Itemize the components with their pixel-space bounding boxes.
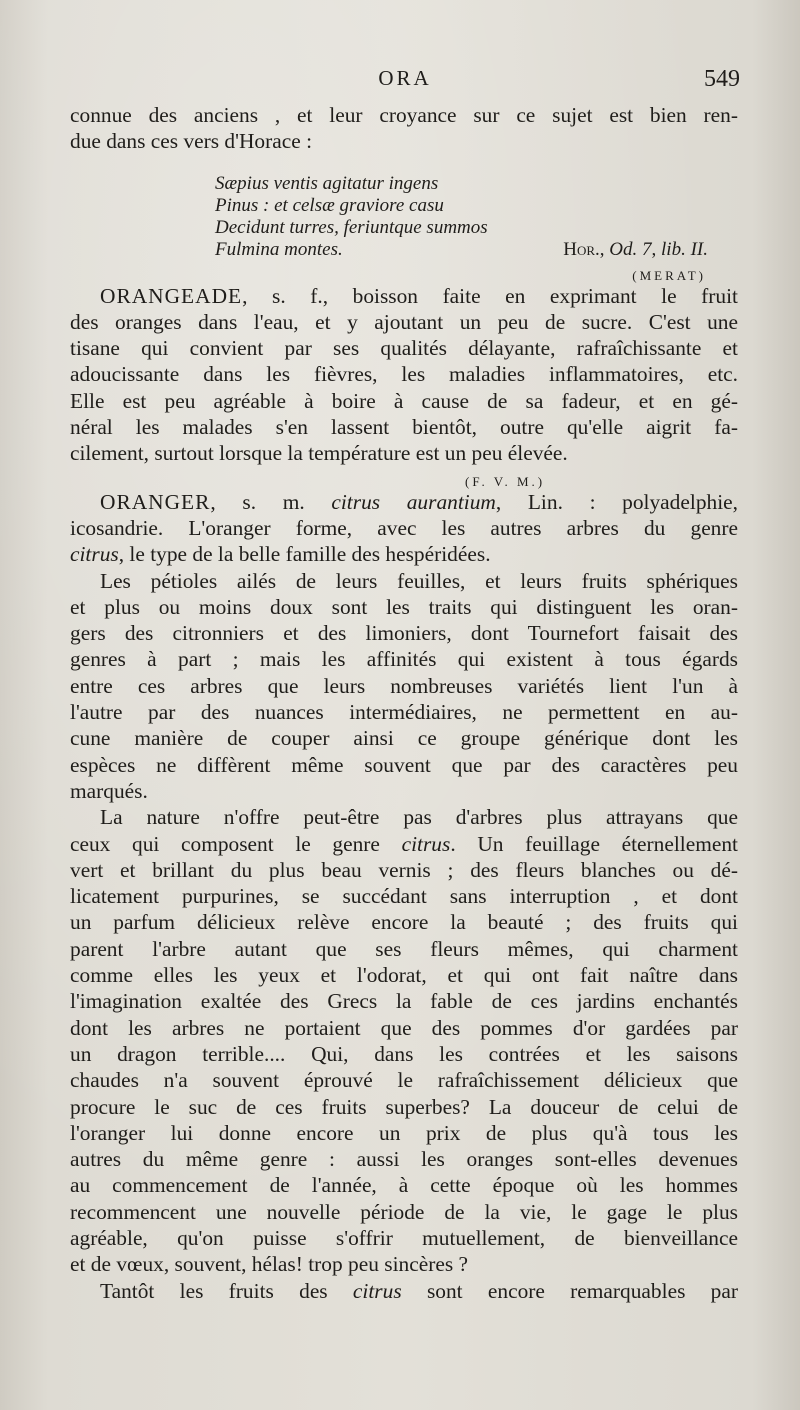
text-line: vert et brillant du plus beau vernis ; des fleurs blanches ou dé- [70, 857, 738, 882]
text-line [70, 541, 738, 567]
text-line: icosandrie. L'oranger forme, avec les autres arbres du genre [70, 515, 738, 540]
text-line: parent l'arbre autant que ses fleurs mêmes, qui charment [70, 936, 738, 961]
verse-source: Hor., Od. 7, lib. II. [563, 238, 708, 260]
text-line: Les pétioles ailés de leurs feuilles, et leurs fruits sphériques [100, 568, 738, 593]
text-fragment: , s. m. [210, 489, 332, 514]
text-line: l'oranger lui donne encore un prix de plus qu'à tous les [70, 1120, 738, 1145]
text-line [70, 831, 738, 857]
page-body [70, 102, 738, 1304]
text-line: l'imagination exaltée des Grecs la fable de ces jardins enchantés [70, 989, 738, 1014]
verse-source-ref: Od. 7 [609, 238, 652, 260]
text-line: autres du même genre : aussi les oranges sont-elles devenues [70, 1147, 738, 1172]
text-line: adoucissante dans les fièvres, les maladies inflammatoires, etc. [70, 362, 738, 387]
page-header [70, 66, 740, 96]
text-line: tisane qui convient par ses qualités délayante, rafraîchissante et [70, 336, 738, 361]
verse-source-author: Hor. [563, 238, 600, 260]
attribution-row [70, 467, 738, 489]
text-line: procure le suc de ces fruits superbes? La douceur de celui de [70, 1094, 738, 1119]
text-line: cune manière de couper ainsi ce groupe générique dont les [70, 726, 738, 751]
text-line: entre ces arbres que leurs nombreuses variétés lient l'un à [70, 673, 738, 698]
text-fragment: ceux qui composent le genre [70, 831, 402, 856]
text-line: gers des citronniers et des limoniers, dont Tournefort faisait des [70, 621, 738, 646]
attribution: (MERAT) [632, 267, 706, 283]
text-line: espèces ne diffèrent même souvent que par des caractères peu [70, 752, 738, 777]
text-fragment: Tantôt les fruits des [100, 1278, 353, 1303]
text-line [70, 489, 738, 515]
page-number: 549 [704, 66, 740, 92]
text-fragment: sont encore remarquables par [401, 1278, 738, 1303]
running-head: ORA [378, 66, 432, 90]
text-fragment-italic: citrus [70, 542, 119, 567]
verse-source-book: lib. II. [661, 238, 708, 260]
text-line: Elle est peu agréable à boire à cause de sa fadeur, et en gé- [70, 388, 738, 413]
text-fragment: , Lin. : polyadelphie, [495, 489, 738, 514]
text-line: genres à part ; mais les affinités qui existent à tous égards [70, 647, 738, 672]
text-line [70, 1278, 738, 1304]
text-line: connue des anciens , et leur croyance sur ce sujet est bien ren- [70, 103, 738, 127]
text-line: au commencement de l'année, à cette époque où les hommes [70, 1173, 738, 1198]
verse-line: Sæpius ventis agitatur ingens [215, 172, 439, 194]
verse-line: Decidunt turres, feriuntque summos [215, 216, 488, 238]
text-fragment-italic: citrus aurantium [331, 489, 496, 514]
text-line: un dragon terrible.... Qui, dans les contrées et les saisons [70, 1041, 738, 1066]
verse-line: Fulmina montes. [215, 238, 343, 260]
attribution: (F. V. M.) [465, 473, 546, 489]
text-line: et plus ou moins doux sont les traits qui distinguent les oran- [70, 594, 738, 619]
text-line: marqués. [70, 778, 148, 803]
text-line: agréable, qu'on puisse s'offrir mutuellement, de bienveillance [70, 1225, 738, 1250]
text-fragment: . Un feuillage éternellement [450, 831, 738, 856]
text-line: cilement, surtout lorsque la température est un peu élevée. [70, 441, 568, 466]
verse-line: Pinus : et celsæ graviore casu [215, 194, 444, 216]
text-line: comme elles les yeux et l'odorat, et qui ont fait naître dans [70, 963, 738, 988]
text-line: due dans ces vers d'Horace : [70, 129, 313, 154]
text-line: et de vœux, souvent, hélas! trop peu sincères ? [70, 1252, 468, 1277]
text-line: des oranges dans l'eau, et y ajoutant un peu de sucre. C'est une [70, 309, 738, 334]
text-line: chaudes n'a souvent éprouvé le rafraîchissement délicieux que [70, 1068, 738, 1093]
text-line: recommencent une nouvelle période de la vie, le gage le plus [70, 1199, 738, 1224]
text-line: néral les malades s'en lassent bientôt, outre qu'elle aigrit fa- [70, 415, 738, 440]
headword-orangeade: ORANGEADE [100, 283, 243, 308]
text-fragment: , s. f., boisson faite en exprimant le fruit [242, 283, 738, 308]
verse-block [70, 155, 738, 283]
headword-oranger: ORANGER [100, 489, 211, 514]
text-fragment-italic: citrus [401, 831, 451, 856]
text-line: licatement purpurines, se succédant sans interruption , et dont [70, 884, 738, 909]
text-fragment: , le type de la belle famille des hespéridées. [118, 542, 491, 567]
text-line: l'autre par des nuances intermédiaires, ne permettent en au- [70, 700, 738, 725]
text-line: La nature n'offre peut-être pas d'arbres plus attrayans que [100, 805, 738, 830]
text-line: dont les arbres ne portaient que des pommes d'or gardées par [70, 1015, 738, 1040]
text-fragment-italic: citrus [352, 1278, 402, 1303]
text-line: un parfum délicieux relève encore la beauté ; des fruits qui [70, 910, 738, 935]
